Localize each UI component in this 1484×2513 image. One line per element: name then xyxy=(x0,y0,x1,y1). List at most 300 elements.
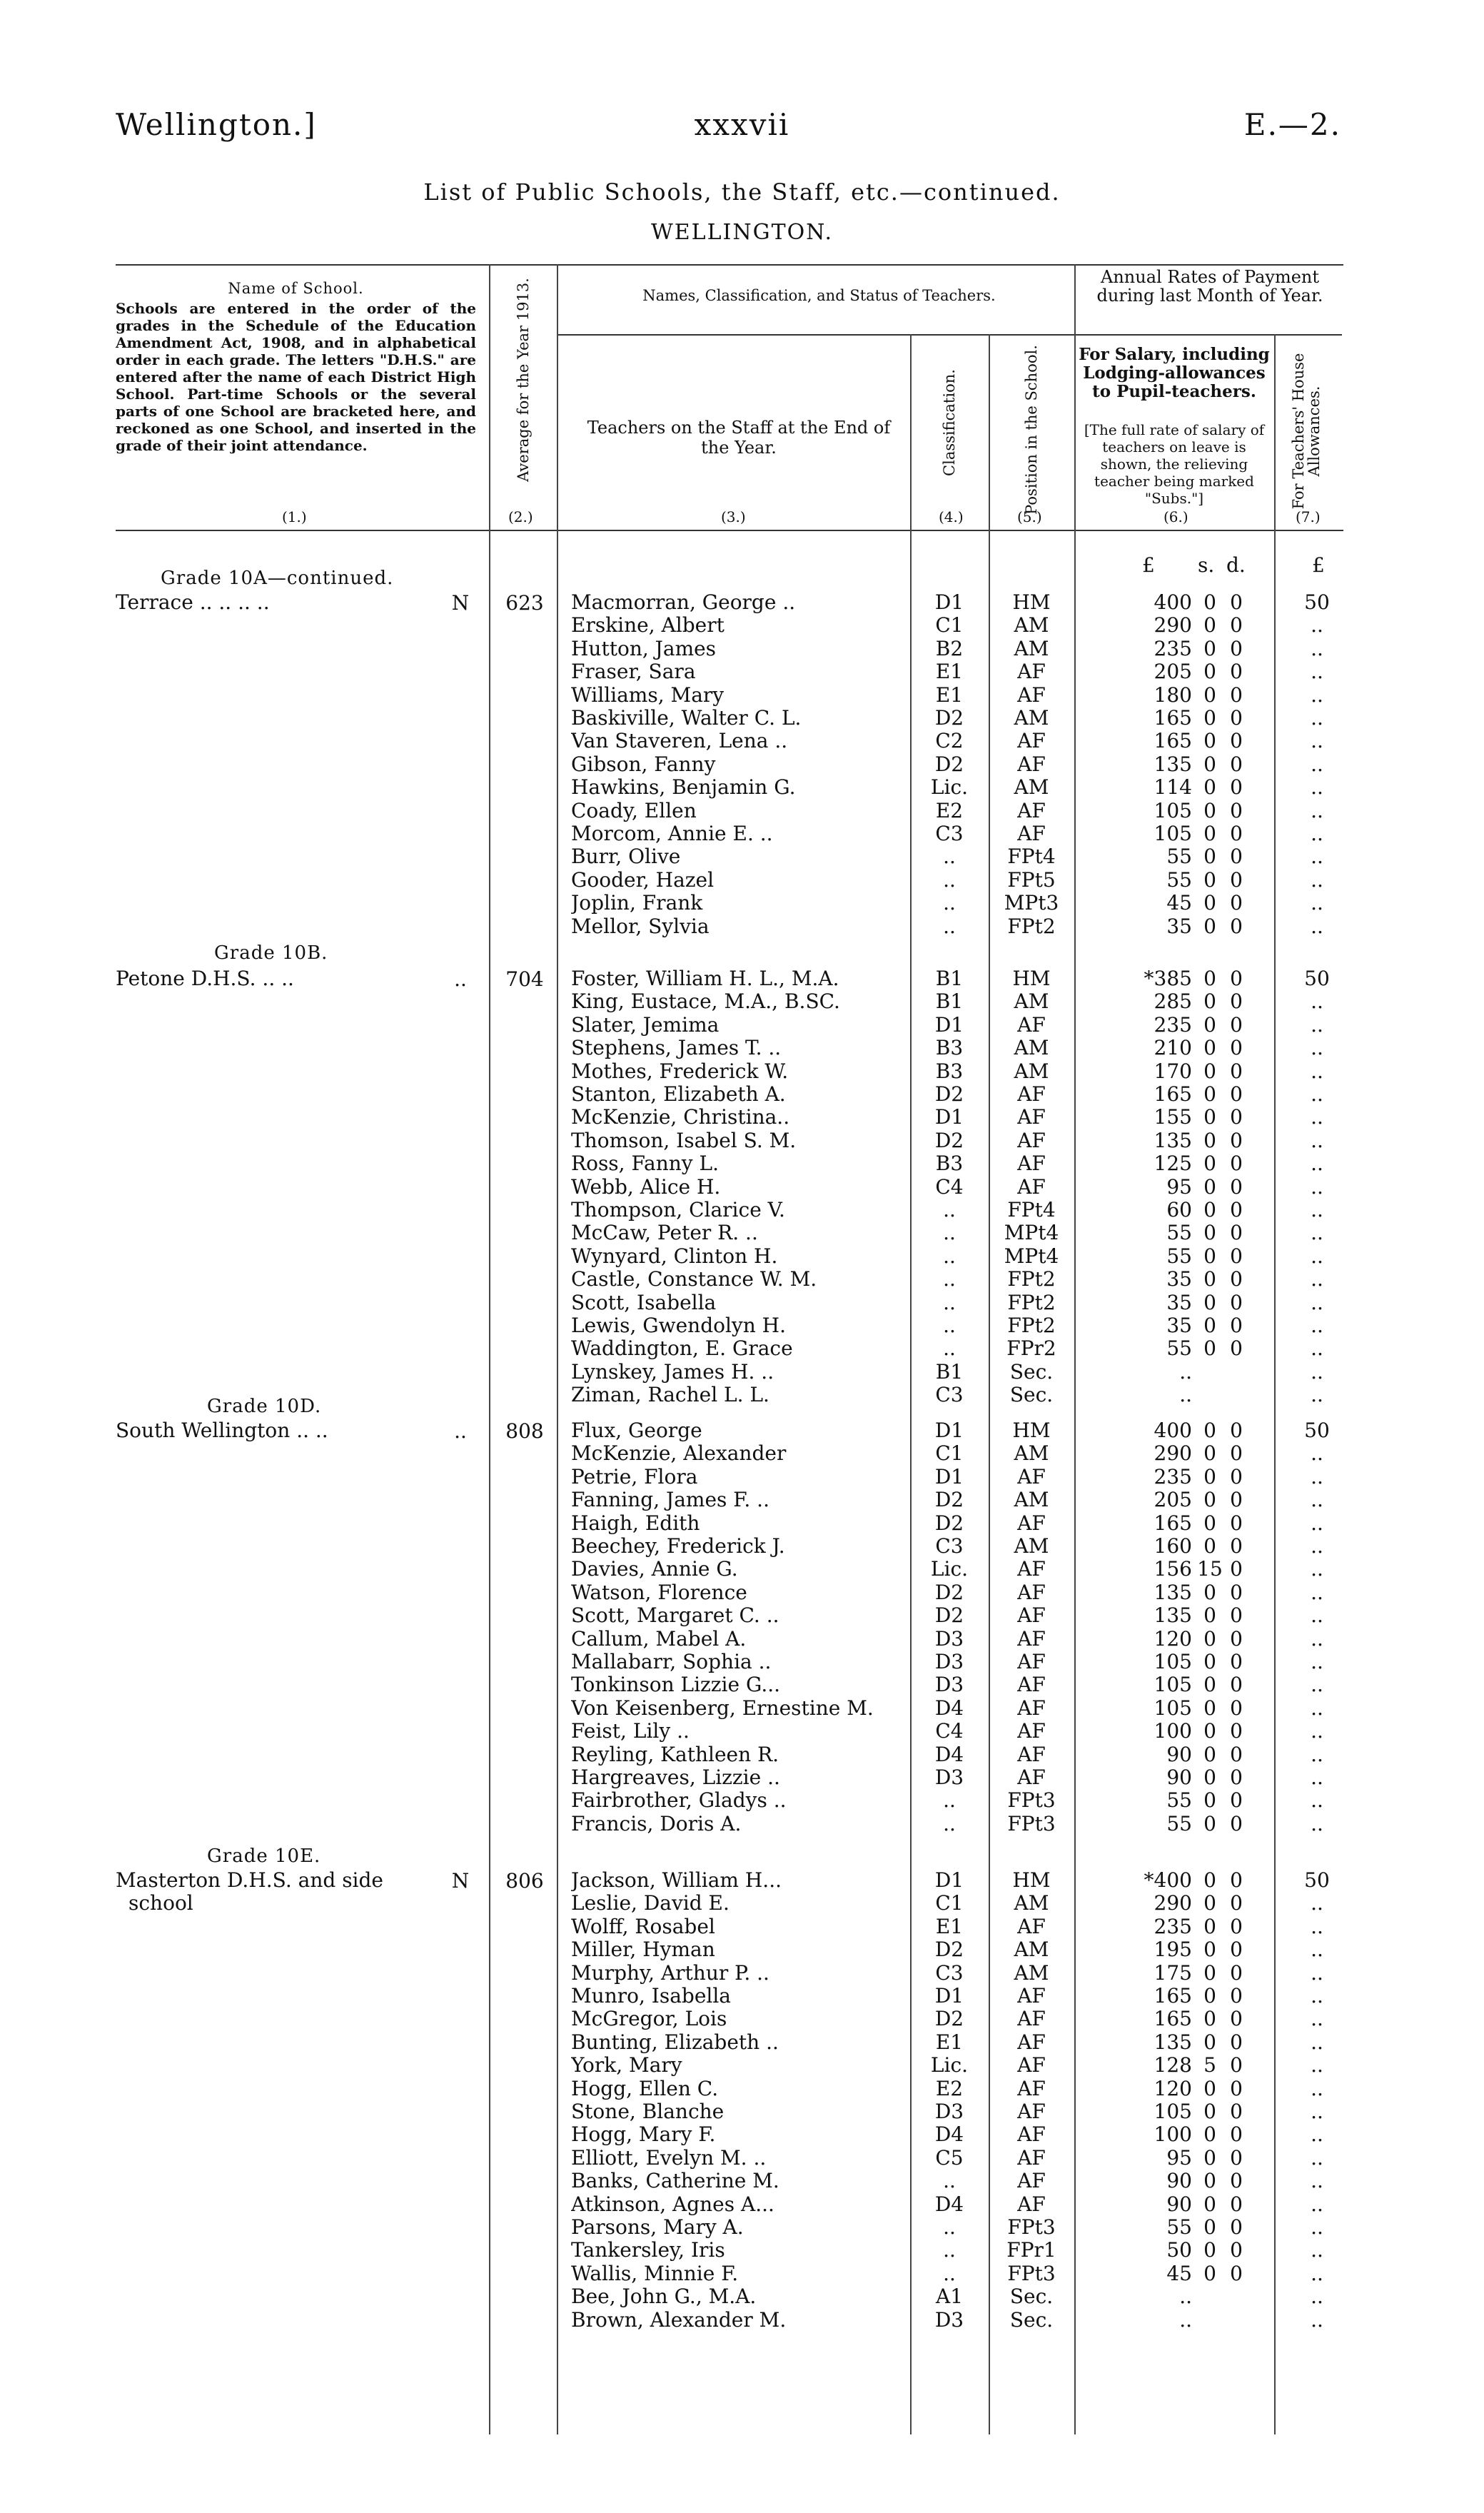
salary-pounds: 400 xyxy=(1154,590,1192,614)
teacher-row xyxy=(0,1938,1484,1961)
salary-pence: 0 xyxy=(1230,2145,1243,2170)
teacher-row xyxy=(0,638,1484,660)
salary-shillings: 0 xyxy=(1203,2007,1216,2031)
school-name: Masterton D.H.S. and side xyxy=(116,1868,384,1892)
teacher-classification: .. xyxy=(943,2215,956,2239)
salary-shillings: 0 xyxy=(1203,2169,1216,2193)
teacher-classification: A1 xyxy=(935,2285,964,2309)
teacher-row xyxy=(0,869,1484,892)
teacher-classification: D1 xyxy=(934,1419,964,1442)
teacher-row xyxy=(0,1014,1484,1037)
teacher-classification: D2 xyxy=(934,1511,964,1535)
salary-pounds: 100 xyxy=(1154,1719,1192,1743)
school-average: 623 xyxy=(505,591,544,615)
teacher-position: AF xyxy=(1017,1174,1046,1199)
teacher-row xyxy=(0,1199,1484,1222)
salary-pounds: 55 xyxy=(1166,1336,1192,1361)
salary-pence: 0 xyxy=(1230,1059,1243,1083)
teacher-name: Beechey, Frederick J. xyxy=(571,1535,785,1558)
house-allowance: .. xyxy=(1311,1036,1323,1060)
teacher-row xyxy=(0,1222,1484,1244)
teacher-classification: C1 xyxy=(935,1891,964,1915)
teacher-row xyxy=(0,1743,1484,1766)
teacher-name: Stephens, James T. .. xyxy=(571,1037,782,1060)
teacher-name: Fanning, James F. .. xyxy=(571,1489,769,1512)
salary-shillings: 0 xyxy=(1203,613,1216,638)
teacher-row xyxy=(0,1962,1484,1985)
salary-shillings: 0 xyxy=(1203,2076,1216,2100)
salary-pounds: 55 xyxy=(1166,867,1192,892)
house-allowance: .. xyxy=(1311,1984,1323,2008)
salary-pounds: 105 xyxy=(1154,1673,1192,1697)
teacher-row xyxy=(0,892,1484,915)
teacher-classification: E1 xyxy=(935,1914,964,1938)
house-allowance: .. xyxy=(1311,822,1323,845)
teacher-row xyxy=(0,2262,1484,2285)
teacher-name: Stanton, Elizabeth A. xyxy=(571,1083,786,1106)
teacher-name: Gooder, Hazel xyxy=(571,868,715,892)
house-allowance: .. xyxy=(1311,613,1323,638)
salary-pence: 0 xyxy=(1230,914,1243,938)
house-allowance: .. xyxy=(1311,1557,1323,1581)
salary-pence: 0 xyxy=(1230,967,1243,990)
teacher-classification: D1 xyxy=(934,1464,964,1489)
house-allowance: .. xyxy=(1311,1221,1323,1245)
teacher-row xyxy=(0,2147,1484,2170)
salary-pence: 0 xyxy=(1230,867,1243,892)
page-number: xxxvii xyxy=(694,107,790,142)
teacher-row xyxy=(0,2193,1484,2216)
teacher-name: McCaw, Peter R. .. xyxy=(571,1222,758,1245)
school-name: Terrace .. .. .. .. xyxy=(116,590,270,614)
teacher-classification: B3 xyxy=(935,1036,964,1060)
salary-shillings: 0 xyxy=(1203,2100,1216,2123)
school-average: 806 xyxy=(505,1869,544,1893)
teacher-name: Stone, Blanche xyxy=(571,2100,725,2123)
teacher-name: Haigh, Edith xyxy=(571,1511,700,1535)
teacher-position: AM xyxy=(1014,636,1049,660)
teacher-position: AF xyxy=(1017,1766,1046,1789)
salary-pence: 0 xyxy=(1230,2076,1243,2100)
teacher-position: FPt3 xyxy=(1007,1788,1056,1813)
house-allowance: .. xyxy=(1311,1464,1323,1489)
teacher-position: Sec. xyxy=(1009,1359,1054,1384)
salary-shillings: 0 xyxy=(1203,2238,1216,2262)
salary-shillings: 0 xyxy=(1203,798,1216,822)
page-header-right: E.—2. xyxy=(1243,107,1341,142)
teacher-position: AM xyxy=(1014,775,1049,800)
house-allowance: 50 xyxy=(1304,1868,1330,1892)
salary-pence: 0 xyxy=(1230,1811,1243,1835)
teacher-name: Flux, George xyxy=(571,1419,702,1442)
teacher-row xyxy=(0,660,1484,683)
teacher-classification: .. xyxy=(943,2261,956,2285)
teacher-position: AM xyxy=(1014,1059,1049,1083)
teacher-position: AF xyxy=(1017,1557,1046,1581)
teacher-position: FPt2 xyxy=(1007,1290,1056,1314)
salary-pounds: 235 xyxy=(1154,1914,1192,1938)
teacher-name: Fairbrother, Gladys .. xyxy=(571,1789,787,1813)
salary-pounds: 175 xyxy=(1154,1960,1192,1985)
house-allowance: .. xyxy=(1311,1719,1323,1743)
header-bottom-rule xyxy=(116,530,1343,531)
teacher-classification: C5 xyxy=(935,2145,964,2170)
teacher-position: AF xyxy=(1017,2145,1046,2170)
salary-shillings: 0 xyxy=(1203,1105,1216,1129)
teacher-classification: E1 xyxy=(935,683,964,707)
teacher-classification: D2 xyxy=(934,752,964,776)
teacher-classification: D2 xyxy=(934,1938,964,1962)
teacher-row xyxy=(0,2170,1484,2192)
salary-shillings: 0 xyxy=(1203,2192,1216,2216)
salary-shillings: 0 xyxy=(1203,1152,1216,1176)
school-mark: N xyxy=(451,1869,470,1893)
teacher-name: McKenzie, Alexander xyxy=(571,1442,787,1466)
teacher-row xyxy=(0,730,1484,752)
salary-shillings: 0 xyxy=(1203,1650,1216,1673)
salary-pounds: 165 xyxy=(1154,1082,1192,1106)
salary-pence: 0 xyxy=(1230,729,1243,753)
salary-shillings: 0 xyxy=(1203,2030,1216,2054)
teacher-name: McKenzie, Christina.. xyxy=(571,1106,790,1129)
teacher-classification: Lic. xyxy=(930,1557,969,1581)
teacher-position: AF xyxy=(1017,822,1046,845)
house-allowance: .. xyxy=(1311,2285,1323,2309)
salary-pounds: 55 xyxy=(1166,2215,1192,2239)
teacher-row xyxy=(0,2239,1484,2262)
house-allowance: .. xyxy=(1311,1960,1323,1985)
school-name: Petone D.H.S. .. .. xyxy=(116,967,294,990)
teacher-name: Elliott, Evelyn M. .. xyxy=(571,2146,767,2170)
house-allowance: .. xyxy=(1311,2169,1323,2193)
teacher-row xyxy=(0,1037,1484,1059)
salary-shillings: 0 xyxy=(1203,1464,1216,1489)
teacher-name: Hutton, James xyxy=(571,637,717,660)
col1-description: Schools are entered in the order of the grades in the Schedule of the Education Amendment Act, 1908, and in alphabetical order in each grade. The letters "D.H.S." are entered after the name of each District High School. Part-time Schools or the several parts of one School are bracketed here, and reckoned as one School, and inserted in the grade of their joint attendance. xyxy=(116,300,476,454)
salary-pence: 0 xyxy=(1230,845,1243,869)
salary-pence: 0 xyxy=(1230,2169,1243,2193)
teacher-name: Wynyard, Clinton H. xyxy=(571,1244,778,1268)
school-mark: .. xyxy=(454,1419,467,1443)
teacher-name: Williams, Mary xyxy=(571,683,725,707)
salary-shillings: 0 xyxy=(1203,1914,1216,1938)
teacher-name: Parsons, Mary A. xyxy=(571,2216,744,2239)
teacher-classification: .. xyxy=(943,2169,956,2193)
col6-note: [The full rate of salary of teachers on leave is shown, the relieving teacher being marked "Subs."] xyxy=(1084,421,1265,507)
salary-pence: 0 xyxy=(1230,613,1243,638)
teacher-row xyxy=(0,2054,1484,2077)
teacher-row xyxy=(0,1697,1484,1720)
teacher-name: York, Mary xyxy=(571,2054,682,2078)
salary-shillings: 0 xyxy=(1203,1290,1216,1314)
teacher-position: Sec. xyxy=(1009,2307,1054,2332)
salary-pence: 0 xyxy=(1230,1128,1243,1152)
house-allowance: .. xyxy=(1311,1580,1323,1604)
salary-pounds: 195 xyxy=(1154,1938,1192,1962)
teacher-position: AF xyxy=(1017,2076,1046,2100)
salary-pence: 0 xyxy=(1230,775,1243,800)
currency-pound-house: £ xyxy=(1312,553,1325,577)
house-allowance: .. xyxy=(1311,2007,1323,2031)
teacher-row xyxy=(0,1442,1484,1465)
teacher-classification: D1 xyxy=(934,590,964,614)
teacher-classification: E1 xyxy=(935,2030,964,2054)
salary-pence: 0 xyxy=(1230,1441,1243,1466)
teacher-classification: D4 xyxy=(934,1742,964,1766)
teacher-row xyxy=(0,707,1484,730)
salary-pence: 0 xyxy=(1230,1719,1243,1743)
teacher-position: AF xyxy=(1017,1742,1046,1766)
teacher-name: Hogg, Mary F. xyxy=(571,2123,716,2147)
salary-pence: 0 xyxy=(1230,1650,1243,1673)
teacher-name: Gibson, Fanny xyxy=(571,752,716,776)
salary-shillings: 0 xyxy=(1203,1891,1216,1915)
teacher-row xyxy=(0,1466,1484,1489)
teacher-row xyxy=(0,2008,1484,2030)
teacher-name: Burr, Olive xyxy=(571,845,681,869)
teacher-position: Sec. xyxy=(1009,2285,1054,2309)
house-allowance: .. xyxy=(1311,1511,1323,1535)
salary-pence: 0 xyxy=(1230,798,1243,822)
school-name-cont: school xyxy=(128,1891,193,1915)
teacher-name: Miller, Hyman xyxy=(571,1938,715,1962)
salary-pounds: 105 xyxy=(1154,1650,1192,1673)
salary-pence: 0 xyxy=(1230,2192,1243,2216)
salary-pounds: 90 xyxy=(1166,2192,1192,2216)
salary-pounds: 55 xyxy=(1166,1244,1192,1268)
teacher-name: Baskiville, Walter C. L. xyxy=(571,707,802,730)
salary-pounds: 135 xyxy=(1154,1128,1192,1152)
salary-shillings: 0 xyxy=(1203,752,1216,776)
salary-shillings: 0 xyxy=(1203,1221,1216,1245)
teacher-name: Waddington, E. Grace xyxy=(571,1337,793,1361)
house-allowance: 50 xyxy=(1304,590,1330,614)
house-allowance: .. xyxy=(1311,1059,1323,1083)
house-allowance: .. xyxy=(1311,1488,1323,1512)
salary-pence: 0 xyxy=(1230,2238,1243,2262)
house-allowance: .. xyxy=(1311,1534,1323,1558)
teacher-name: Coady, Ellen xyxy=(571,799,697,822)
teacher-position: FPr1 xyxy=(1006,2238,1056,2262)
teacher-name: Watson, Florence xyxy=(571,1581,747,1604)
teacher-row xyxy=(0,1419,1484,1442)
house-allowance: .. xyxy=(1311,1742,1323,1766)
house-allowance: .. xyxy=(1311,1314,1323,1337)
teacher-row xyxy=(0,2216,1484,2239)
teacher-classification: B1 xyxy=(935,989,964,1014)
teacher-name: Lynskey, James H. .. xyxy=(571,1360,774,1384)
salary-pence: 0 xyxy=(1230,2215,1243,2239)
house-allowance: .. xyxy=(1311,706,1323,730)
house-allowance: .. xyxy=(1311,1152,1323,1176)
teacher-name: Munro, Isabella xyxy=(571,1985,731,2008)
house-allowance: .. xyxy=(1311,729,1323,753)
group-rule xyxy=(557,334,1342,336)
house-allowance: .. xyxy=(1311,1290,1323,1314)
salary-shillings: 0 xyxy=(1203,967,1216,990)
salary-pounds: 165 xyxy=(1154,1984,1192,2008)
teacher-classification: E1 xyxy=(935,660,964,684)
teacher-name: Webb, Alice H. xyxy=(571,1175,721,1199)
teacher-classification: .. xyxy=(943,1314,956,1337)
house-allowance: .. xyxy=(1311,1082,1323,1106)
salary-shillings: 0 xyxy=(1203,1012,1216,1037)
salary-pounds: 135 xyxy=(1154,2030,1192,2054)
teacher-name: Scott, Isabella xyxy=(571,1291,717,1314)
teacher-row xyxy=(0,1512,1484,1535)
salary-pence: 0 xyxy=(1230,1174,1243,1199)
salary-shillings: 0 xyxy=(1203,2261,1216,2285)
teacher-classification: D3 xyxy=(934,1626,964,1651)
salary-pounds: 135 xyxy=(1154,1580,1192,1604)
salary-pence: 0 xyxy=(1230,1314,1243,1337)
salary-pounds: 120 xyxy=(1154,2076,1192,2100)
salary-pounds: 95 xyxy=(1166,2145,1192,2170)
house-allowance: .. xyxy=(1311,891,1323,915)
teacher-position: AF xyxy=(1017,798,1046,822)
teacher-row xyxy=(0,1291,1484,1314)
col5-number: (5.) xyxy=(1017,508,1042,525)
teacher-row xyxy=(0,2031,1484,2054)
salary-pence: 0 xyxy=(1230,1267,1243,1291)
salary-shillings: 0 xyxy=(1203,1314,1216,1337)
salary-pounds: 290 xyxy=(1154,1441,1192,1466)
teacher-position: AF xyxy=(1017,1696,1046,1720)
house-allowance: .. xyxy=(1311,1603,1323,1628)
teacher-position: AF xyxy=(1017,1914,1046,1938)
salary-shillings: 0 xyxy=(1203,1059,1216,1083)
teacher-row xyxy=(0,1720,1484,1743)
salary-pounds: 156 xyxy=(1154,1557,1192,1581)
salary-pence: 0 xyxy=(1230,752,1243,776)
teacher-classification: C3 xyxy=(935,1534,964,1558)
teacher-row xyxy=(0,753,1484,776)
house-allowance: .. xyxy=(1311,1811,1323,1835)
teacher-name: Von Keisenberg, Ernestine M. xyxy=(571,1696,874,1720)
teacher-row xyxy=(0,2123,1484,2146)
house-allowance: .. xyxy=(1311,1650,1323,1673)
teacher-classification: C4 xyxy=(935,1174,964,1199)
teacher-name: Jackson, William H... xyxy=(571,1869,782,1892)
salary-pounds: 210 xyxy=(1154,1036,1192,1060)
teacher-position: FPt2 xyxy=(1007,1267,1056,1291)
teacher-classification: D2 xyxy=(934,706,964,730)
col6-heading: For Salary, including Lodging-allowances to Pupil-teachers. xyxy=(1079,345,1270,401)
teacher-classification: .. xyxy=(943,1198,956,1222)
teacher-row xyxy=(0,800,1484,822)
teacher-position: AM xyxy=(1014,989,1049,1014)
teacher-classification: C1 xyxy=(935,1441,964,1466)
teacher-name: Mallabarr, Sophia .. xyxy=(571,1651,772,1673)
house-allowance: .. xyxy=(1311,1673,1323,1697)
salary-pence: 0 xyxy=(1230,1511,1243,1535)
school-average: 808 xyxy=(505,1419,544,1443)
salary-shillings: 0 xyxy=(1203,2215,1216,2239)
teacher-row xyxy=(0,2078,1484,2100)
teacher-classification: D3 xyxy=(934,1673,964,1697)
salary-shillings: 0 xyxy=(1203,1244,1216,1268)
salary-pence: 0 xyxy=(1230,1198,1243,1222)
col1-number: (1.) xyxy=(282,508,307,525)
salary-pounds: 35 xyxy=(1166,1314,1192,1337)
teacher-classification: D1 xyxy=(934,1105,964,1129)
teacher-position: AF xyxy=(1017,1673,1046,1697)
col3-number: (3.) xyxy=(721,508,746,525)
teacher-row xyxy=(0,967,1484,990)
teacher-classification: .. xyxy=(943,2238,956,2262)
salary-pounds: *400 xyxy=(1144,1868,1192,1892)
page-header-left: Wellington.] xyxy=(116,107,317,142)
teacher-classification: B3 xyxy=(935,1059,964,1083)
teacher-classification: D4 xyxy=(934,1696,964,1720)
salary-shillings: 0 xyxy=(1203,1128,1216,1152)
teacher-name: Foster, William H. L., M.A. xyxy=(571,967,839,990)
salary-pounds: 100 xyxy=(1154,2122,1192,2147)
teacher-position: AF xyxy=(1017,2169,1046,2193)
teacher-row xyxy=(0,1314,1484,1337)
salary-shillings: 5 xyxy=(1203,2053,1216,2078)
house-allowance: .. xyxy=(1311,1938,1323,1962)
teacher-position: AF xyxy=(1017,1464,1046,1489)
teacher-classification: .. xyxy=(943,891,956,915)
teacher-name: Francis, Doris A. xyxy=(571,1812,742,1835)
salary-pounds: 290 xyxy=(1154,613,1192,638)
teacher-classification: D2 xyxy=(934,1488,964,1512)
teacher-row xyxy=(0,1985,1484,2008)
salary-pounds: 285 xyxy=(1154,989,1192,1014)
teacher-position: AM xyxy=(1014,1891,1049,1915)
salary-pence: 0 xyxy=(1230,1580,1243,1604)
salary-pounds: 35 xyxy=(1166,914,1192,938)
page-subtitle: WELLINGTON. xyxy=(650,220,834,245)
salary-pounds: 90 xyxy=(1166,2169,1192,2193)
teacher-classification: C4 xyxy=(935,1719,964,1743)
teacher-row xyxy=(0,1176,1484,1199)
salary-pounds: 114 xyxy=(1154,775,1192,800)
teacher-name: Wallis, Minnie F. xyxy=(571,2262,739,2285)
salary-shillings: 0 xyxy=(1203,1719,1216,1743)
salary-pounds: 55 xyxy=(1166,1788,1192,1813)
teacher-name: Mothes, Frederick W. xyxy=(571,1059,789,1083)
teacher-classification: D2 xyxy=(934,1580,964,1604)
salary-pence: 0 xyxy=(1230,1742,1243,1766)
salary-shillings: 0 xyxy=(1203,867,1216,892)
teacher-classification: D1 xyxy=(934,1868,964,1892)
teacher-name: Tankersley, Iris xyxy=(571,2239,725,2262)
salary-pounds: .. xyxy=(1179,1359,1192,1384)
teacher-classification: D3 xyxy=(934,2100,964,2123)
teacher-classification: D3 xyxy=(934,2307,964,2332)
teacher-position: AM xyxy=(1014,1441,1049,1466)
teacher-position: FPt5 xyxy=(1007,867,1056,892)
teacher-name: Davies, Annie G. xyxy=(571,1558,738,1581)
teacher-position: AF xyxy=(1017,1650,1046,1673)
salary-pence: 0 xyxy=(1230,2030,1243,2054)
teacher-classification: C3 xyxy=(935,1960,964,1985)
salary-pounds: 290 xyxy=(1154,1891,1192,1915)
salary-pounds: 235 xyxy=(1154,1464,1192,1489)
teacher-position: FPt2 xyxy=(1007,1314,1056,1337)
salary-pounds: 120 xyxy=(1154,1626,1192,1651)
house-allowance: .. xyxy=(1311,1359,1323,1384)
teacher-position: AF xyxy=(1017,2030,1046,2054)
salary-pounds: .. xyxy=(1179,2285,1192,2309)
payment-group-heading: Annual Rates of Payment during last Month of Year. xyxy=(1096,267,1323,306)
teacher-position: AF xyxy=(1017,1105,1046,1129)
teacher-position: FPr2 xyxy=(1006,1336,1056,1361)
teacher-classification: C3 xyxy=(935,1383,964,1407)
salary-shillings: 0 xyxy=(1203,2145,1216,2170)
